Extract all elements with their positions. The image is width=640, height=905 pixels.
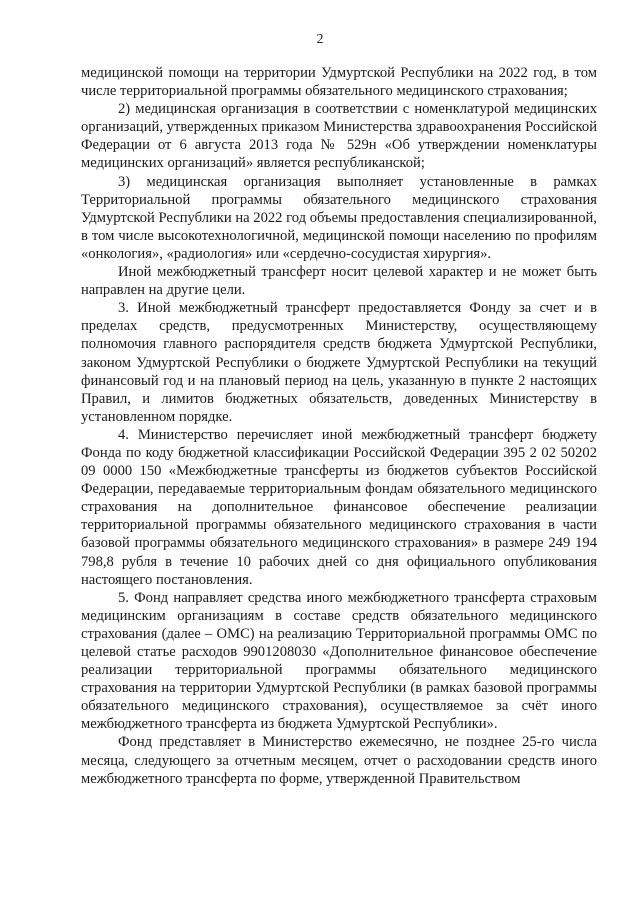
paragraph: 3) медицинская организация выполняет установленные в рамках Территориальной программы обязательного медицинского страхования Удмуртской Республики на 2022 год объемы предоставления специализированной, в том числе высокотехнологичной, медицинской помощи населению по профилям «онкология», «радиология» или «сердечно-сосудистая хирургия». — [81, 173, 597, 262]
paragraph: медицинской помощи на территории Удмуртской Республики на 2022 год, в том числе территориальной программы обязательного медицинского страхования; — [81, 65, 597, 100]
paragraph: 3. Иной межбюджетный трансферт предоставляется Фонду за счет и в пределах средств, предусмотренных Министерству, осуществляющему полномочия главного распорядителя средств бюджета Удмуртской Республики, законом Удмуртской Республики о бюджете Удмуртской Республики на текущий финансовый год и на плановый период на цель, указанную в пункте 2 настоящих Правил, и лимитов бюджетных обязательств, доведенных Министерству в установленном порядке. — [81, 300, 597, 425]
document-body — [81, 64, 597, 788]
paragraph: 5. Фонд направляет средства иного межбюджетного трансферта страховым медицинским организациям в составе средств обязательного медицинского страхования (далее – ОМС) на реализацию Территориальной программы ОМС по целевой статье расходов 9901208030 «Дополнительное финансовое обеспечение реализации территориальной программы обязательного медицинского страхования на территории Удмуртской Республики (в рамках базовой программы обязательного медицинского страхования), осуществляемое за счёт иного межбюджетного трансферта из бюджета Удмуртской Республики». — [81, 589, 597, 733]
page-number: 2 — [316, 32, 324, 47]
paragraph: Фонд представляет в Министерство ежемесячно, не позднее 25-го числа месяца, следующего за отчетным месяцем, отчет о расходовании средств иного межбюджетного трансферта по форме, утвержденной Правительством — [81, 734, 597, 787]
paragraph: 2) медицинская организация в соответствии с номенклатурой медицинских организаций, утвержденных приказом Министерства здравоохранения Российской Федерации от 6 августа 2013 года № 529н «Об утверждении номенклатуры медицинских организаций» является республиканской; — [81, 101, 597, 172]
paragraph: Иной межбюджетный трансферт носит целевой характер и не может быть направлен на другие цели. — [81, 264, 597, 299]
paragraph: 4. Министерство перечисляет иной межбюджетный трансферт бюджету Фонда по коду бюджетной классификации Российской Федерации 395 2 02 50202 09 0000 150 «Межбюджетные трансферты из бюджетов субъектов Российской Федерации, передаваемые территориальным фондам обязательного медицинского страхования на дополнительное финансовое обеспечение реализации территориальной программы обязательного медицинского страхования в части базовой программы обязательного медицинского страхования» в размере 249 194 798,8 рубля в течение 10 рабочих дней со дня официального опубликования настоящего постановления. — [81, 426, 597, 588]
